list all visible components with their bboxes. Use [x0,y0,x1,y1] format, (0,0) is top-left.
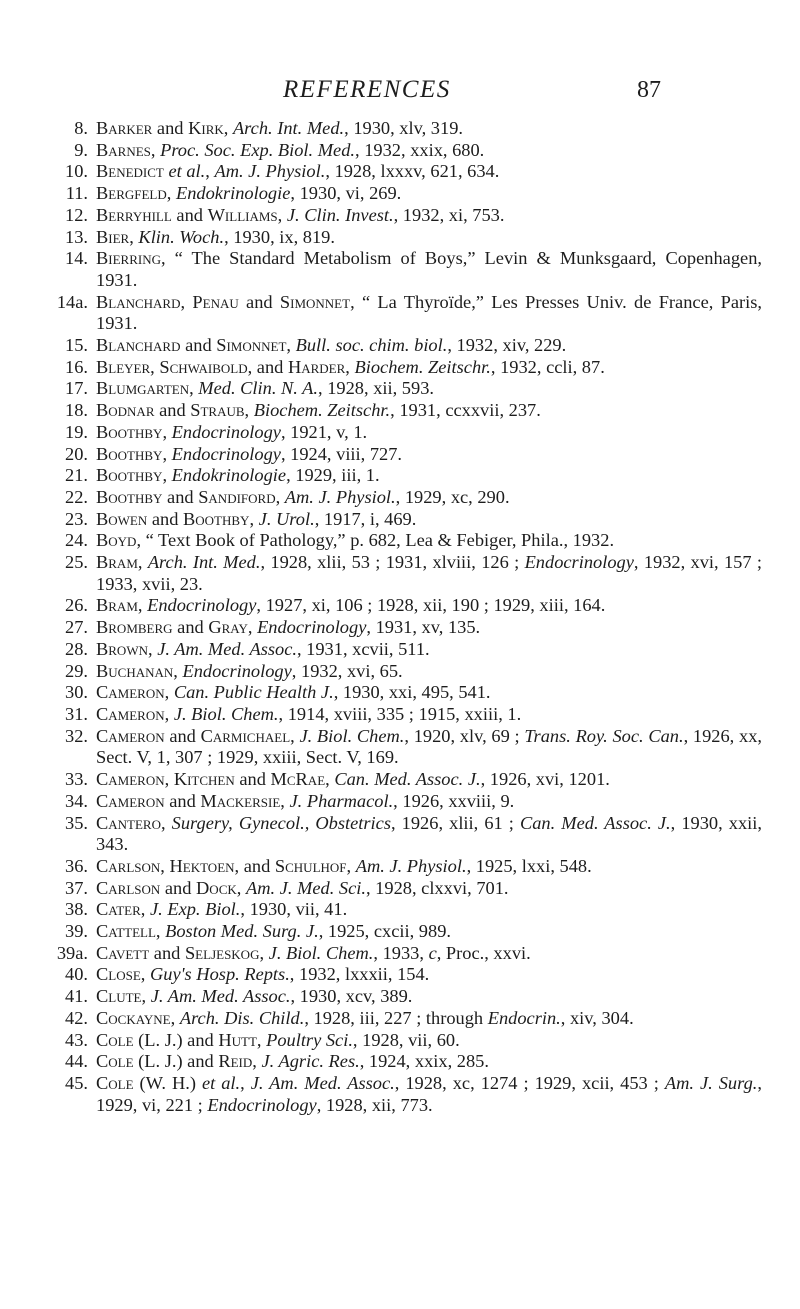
reference-text: , [346,855,356,876]
reference-author: Bergfeld [96,183,167,204]
reference-source: Am. J. Physiol. [214,161,326,182]
reference-number: 39a. [56,942,88,963]
reference-number: 16. [65,356,88,377]
reference-text: , and [234,855,275,876]
reference-author: Cole [96,1029,134,1050]
reference-author: Williams [207,204,278,225]
reference-text: and [147,508,184,529]
reference-number: 10. [65,161,88,182]
reference-source: J. Urol. [258,508,315,529]
reference-source: Endokrinologie [175,183,291,204]
reference-author: Blanchard [96,335,181,356]
reference-entry [48,140,762,162]
reference-source: Bull. soc. chim. biol. [295,335,448,356]
reference-number: 28. [65,638,88,659]
reference-text: , [275,486,285,507]
reference-author: Boothby [96,421,163,442]
reference-number: 11. [65,183,88,204]
reference-text: , [160,812,172,833]
reference-text: , Proc., xxvi. [436,942,531,963]
reference-entry [48,378,762,400]
reference-author: Boothby [96,443,163,464]
reference-number: 40. [65,964,88,985]
reference-text: , [164,703,174,724]
reference-source: Arch. Int. Med. [147,552,261,573]
reference-text: , 1928, xlii, 53 ; 1931, xlviii, 126 ; [260,552,525,573]
reference-number: 32. [65,725,88,746]
reference-text: , [236,877,246,898]
reference-text: , [141,986,151,1007]
reference-number: 25. [65,552,88,573]
reference-text: , [147,638,158,659]
reference-source: Arch. Dis. Child. [179,1007,305,1028]
reference-text: , 1930, ix, 819. [224,226,335,247]
reference-number: 12. [65,204,88,225]
reference-text: (L. J.) and [133,1029,219,1050]
reference-number: 37. [65,877,88,898]
reference-entry [48,639,762,661]
reference-entry [48,943,762,965]
reference-text: , 1930, vi, 269. [290,183,402,204]
reference-text: , [277,204,287,225]
reference-text: , 1930, xxii, 343. [96,812,762,855]
reference-text: , 1926, xvi, 1201. [480,769,610,790]
reference-author: Cockayne [96,1007,171,1028]
reference-text: , [240,1072,251,1093]
reference-number: 44. [65,1051,88,1072]
reference-source: Am. J. Physiol. [284,486,396,507]
reference-author: Schwaibold [159,356,248,377]
reference-text: , 1932, ccli, 87. [490,356,605,377]
reference-entry [48,1051,762,1073]
reference-author: Penau [192,291,239,312]
running-head [283,76,661,104]
reference-author: Bierring [96,248,161,269]
reference-entry [48,986,762,1008]
reference-text: , 1929, iii, 1. [286,465,380,486]
reference-entry [48,1073,762,1116]
reference-text: and [238,291,280,312]
reference-number: 29. [65,660,88,681]
reference-text: , [180,291,193,312]
reference-author: Bowen [96,508,148,529]
reference-entry [48,292,762,335]
reference-source: J. Am. Med. Assoc. [150,986,291,1007]
reference-author: Seljeskog [184,942,260,963]
reference-text: , 1931, ccxxvii, 237. [390,400,541,421]
reference-entry [48,964,762,986]
reference-entry [48,878,762,900]
reference-text: , [162,421,172,442]
reference-text: , [286,335,296,356]
reference-text: , 1929, xc, 290. [395,486,510,507]
reference-text: and [164,725,201,746]
reference-number: 35. [65,812,88,833]
reference-entry [48,899,762,921]
reference-entry [48,552,762,595]
reference-author: Harder [287,356,346,377]
reference-text: , 1920, xlv, 69 ; [404,725,525,746]
reference-text: , [205,161,215,182]
reference-author: Bleyer [96,356,151,377]
reference-author: Kitchen [173,769,235,790]
reference-source: J. Clin. Invest. [286,204,394,225]
reference-source: Endocrinology [171,443,281,464]
reference-author: Dock [196,877,237,898]
reference-source: Surgery, Gynecol., Obstetrics [171,812,391,833]
reference-source: Endocrin. [487,1007,561,1028]
reference-entry [48,704,762,726]
reference-author: Cameron [96,725,165,746]
reference-author: McRae [270,769,326,790]
reference-author: Cameron [96,790,165,811]
reference-text: , [150,356,160,377]
reference-entry [48,400,762,422]
reference-text: , [164,682,174,703]
reference-source: et al. [168,161,206,182]
reference-source: J. Agric. Res. [261,1051,360,1072]
reference-source: Endocrinology [147,595,257,616]
reference-text: , 1925, cxcii, 989. [318,921,451,942]
reference-text: , 1931, xv, 135. [366,617,481,638]
reference-number: 42. [65,1007,88,1028]
reference-author: Bram [96,595,138,616]
reference-text: , [155,921,166,942]
reference-text: , 1924, viii, 727. [280,443,403,464]
reference-text: , 1929, vi, 221 ; [96,1072,763,1115]
reference-number: 39. [65,921,88,942]
reference-number: 8. [74,118,88,138]
reference-entry [48,769,762,791]
reference-text: , [166,183,176,204]
reference-text: , [249,508,259,529]
reference-number: 14. [65,248,88,269]
reference-number: 17. [65,378,88,399]
reference-source: J. Biol. Chem. [173,703,279,724]
reference-text: , [162,465,172,486]
reference-source: Guy's Hosp. Repts. [149,964,290,985]
reference-source: Can. Med. Assoc. J. [519,812,671,833]
reference-entry [48,530,762,552]
reference-source: Med. Clin. N. A. [198,378,319,399]
reference-entry [48,1008,762,1030]
reference-author: Bram [96,552,138,573]
reference-author: Berryhill [96,204,172,225]
reference-entry [48,1030,762,1052]
reference-author: Sandiford [198,486,276,507]
reference-text: , 1930, xlv, 319. [344,118,463,138]
reference-source: et al. [201,1072,241,1093]
reference-number: 34. [65,790,88,811]
reference-author: Cameron [96,703,165,724]
reference-author: Cater [96,899,141,920]
reference-text: and [164,790,201,811]
reference-author: Blumgarten [96,378,190,399]
reference-text: and [149,942,185,963]
reference-author: Clute [96,986,142,1007]
reference-number: 13. [65,226,88,247]
reference-text: , 1926, xlii, 61 ; [391,812,520,833]
reference-list [48,118,762,1116]
reference-text: , “ La Thyroïde,” Les Presses Univ. de France, Paris, 1931. [96,291,763,334]
reference-author: Straub [190,400,245,421]
reference-text: , [325,769,335,790]
reference-author: Simonnet [279,291,351,312]
reference-author: Boothby [183,508,250,529]
reference-entry [48,248,762,291]
reference-text: , [164,769,174,790]
reference-source: Am. J. Surg. [664,1072,758,1093]
reference-source: J. Am. Med. Assoc. [157,638,297,659]
reference-source: Endocrinology [182,660,292,681]
reference-text: and [152,118,189,138]
reference-text: and [154,400,191,421]
reference-text: , [345,356,355,377]
reference-source: J. Biol. Chem. [299,725,405,746]
reference-author: Schulhof [274,855,347,876]
reference-number: 36. [65,855,88,876]
reference-text: , [173,660,183,681]
reference-text: and [160,877,197,898]
reference-text: , “ Text Book of Pathology,” p. 682, Lea & Febiger, Phila., 1932. [136,530,615,551]
reference-number: 41. [65,986,88,1007]
reference-entry [48,335,762,357]
reference-text: , and [247,356,288,377]
reference-author: Cameron [96,769,165,790]
reference-text: , 1928, xc, 1274 ; 1929, xcii, 453 ; [394,1072,665,1093]
reference-text: (L. J.) and [133,1051,219,1072]
reference-text: , 1926, xxviii, 9. [393,790,515,811]
reference-author: Bodnar [96,400,155,421]
reference-text: , [256,1029,267,1050]
reference-source: c [428,942,437,963]
reference-source: Endocrinology [257,617,367,638]
reference-source: Biochem. Zeitschr. [354,356,491,377]
reference-text: (W. H.) [133,1072,202,1093]
reference-number: 33. [65,769,88,790]
reference-author: Cattell [96,921,156,942]
reference-source: J. Pharmacol. [289,790,394,811]
reference-source: Biochem. Zeitschr. [253,400,391,421]
reference-text: , 1930, vii, 41. [240,899,348,920]
reference-text: , [137,595,148,616]
reference-entry [48,444,762,466]
reference-text: , 1928, xii, 773. [316,1094,433,1115]
reference-number: 45. [65,1072,88,1093]
reference-source: Proc. Soc. Exp. Biol. Med. [160,139,356,160]
reference-text: , [129,226,139,247]
reference-number: 23. [65,508,88,529]
reference-text: , 1928, iii, 227 ; through [304,1007,488,1028]
reference-text: , [280,790,290,811]
reference-entry [48,205,762,227]
reference-author: Barker [96,118,153,138]
reference-text: , [160,855,170,876]
reference-author: Simonnet [216,335,287,356]
reference-source: Endocrinology [207,1094,317,1115]
reference-text: , “ The Standard Metabolism of Boys,” Levin & Munksgaard, Copenhagen, 1931. [96,248,762,290]
reference-entry [48,921,762,943]
reference-text: , 1930, xcv, 389. [290,986,413,1007]
reference-text: , 1914, xviii, 335 ; 1915, xxiii, 1. [278,703,522,724]
reference-source: J. Exp. Biol. [149,899,241,920]
reference-author: Boothby [96,486,163,507]
reference-author: Bromberg [96,617,173,638]
reference-author: Cavett [96,942,150,963]
reference-number: 21. [65,465,88,486]
reference-text: , [170,1007,180,1028]
reference-text: , 1928, lxxxv, 621, 634. [325,161,500,182]
reference-number: 20. [65,443,88,464]
reference-text: and [171,204,208,225]
reference-source: J. Am. Med. Assoc. [250,1072,395,1093]
reference-text: and [180,335,217,356]
reference-author: Brown [96,638,148,659]
reference-text: , 1917, i, 469. [314,508,417,529]
reference-entry [48,118,762,140]
reference-text: , 1933, [373,942,429,963]
reference-entry [48,465,762,487]
reference-source: Arch. Int. Med. [232,118,345,138]
reference-source: Endocrinology [524,552,634,573]
reference-number: 9. [74,139,88,160]
reference-text: , [162,443,172,464]
reference-entry [48,422,762,444]
reference-text: , 1932, xi, 753. [393,204,505,225]
reference-text: , 1925, lxxi, 548. [466,855,592,876]
reference-author: Barnes [96,139,151,160]
reference-number: 24. [65,530,88,551]
reference-number: 26. [65,595,88,616]
reference-author: Carlson [96,877,161,898]
reference-number: 18. [65,400,88,421]
reference-entry [48,487,762,509]
reference-author: Gray [208,617,248,638]
reference-text: , [189,378,199,399]
reference-text: , [140,899,150,920]
reference-number: 19. [65,421,88,442]
reference-number: 15. [65,335,88,356]
reference-text: , 1932, xxix, 680. [355,139,485,160]
reference-number: 27. [65,617,88,638]
reference-number: 38. [65,899,88,920]
reference-text: , 1932, xvi, 65. [291,660,403,681]
reference-source: Am. J. Med. Sci. [245,877,366,898]
reference-text: , [290,725,300,746]
reference-text: , [223,118,233,138]
reference-source: Poultry Sci. [266,1029,353,1050]
reference-entry [48,617,762,639]
reference-entry [48,595,762,617]
reference-author: Bier [96,226,130,247]
reference-author: Hektoen [169,855,235,876]
reference-text: , [259,942,269,963]
reference-number: 22. [65,486,88,507]
reference-number: 31. [65,703,88,724]
reference-entry [48,682,762,704]
reference-text: , 1928, clxxvi, 701. [365,877,509,898]
reference-text: , [150,139,161,160]
reference-text: , 1924, xxix, 285. [359,1051,489,1072]
reference-text: , [247,617,258,638]
reference-entry [48,813,762,856]
reference-source: Klin. Woch. [138,226,225,247]
reference-number: 14a. [56,291,88,312]
reference-text: , [244,400,254,421]
reference-author: Buchanan [96,660,174,681]
reference-text: , 1932, xvi, 157 ; 1933, xvii, 23. [96,552,762,594]
reference-author: Benedict [96,161,164,182]
reference-entry [48,791,762,813]
reference-author: Blanchard [96,291,181,312]
reference-text: , 1926, xx, Sect. V, 1, 307 ; 1929, xxiii, Sect. V, 169. [96,725,762,768]
reference-source: Can. Med. Assoc. J. [334,769,481,790]
reference-entry [48,161,762,183]
reference-entry [48,357,762,379]
reference-source: Trans. Roy. Soc. Can. [524,725,684,746]
reference-author: Reid [218,1051,253,1072]
reference-entry [48,726,762,769]
reference-entry [48,856,762,878]
reference-entry [48,661,762,683]
page-number: 87 [637,77,661,103]
reference-author: Carlson [96,855,161,876]
reference-author: Hutt [218,1029,257,1050]
reference-source: Endokrinologie [171,465,287,486]
reference-author: Cantero [96,812,161,833]
reference-text: and [162,486,199,507]
reference-source: Boston Med. Surg. J. [165,921,319,942]
reference-text: and [172,617,209,638]
reference-source: Endocrinology [171,421,281,442]
reference-text: , [252,1051,262,1072]
reference-text: , xiv, 304. [560,1007,634,1028]
page-title: REFERENCES [283,76,451,103]
reference-text: , [140,964,150,985]
reference-text: , 1927, xi, 106 ; 1928, xii, 190 ; 1929, xiii, 164. [256,595,606,616]
reference-author: Carmichael [200,725,291,746]
reference-author: Cole [96,1051,134,1072]
reference-source: Am. J. Physiol. [355,855,467,876]
reference-text: and [234,769,271,790]
reference-entry [48,183,762,205]
reference-author: Mackersie [200,790,281,811]
reference-author: Boothby [96,465,163,486]
reference-author: Boyd [96,530,137,551]
reference-text: , 1921, v, 1. [280,421,368,442]
reference-text: , 1930, xxi, 495, 541. [333,682,491,703]
reference-source: Can. Public Health J. [173,682,334,703]
reference-entry [48,227,762,249]
reference-text: , 1932, xiv, 229. [447,335,567,356]
reference-author: Cole [96,1072,134,1093]
reference-entry [48,509,762,531]
reference-author: Cameron [96,682,165,703]
reference-text: , [137,552,148,573]
reference-number: 30. [65,682,88,703]
reference-author: Kirk [188,118,224,138]
reference-author: Close [96,964,141,985]
reference-text: , 1932, lxxxii, 154. [289,964,430,985]
reference-text: , 1928, vii, 60. [352,1029,460,1050]
reference-number: 43. [65,1029,88,1050]
reference-text: , 1931, xcvii, 511. [296,638,430,659]
reference-source: J. Biol. Chem. [268,942,374,963]
reference-text: , 1928, xii, 593. [318,378,434,399]
